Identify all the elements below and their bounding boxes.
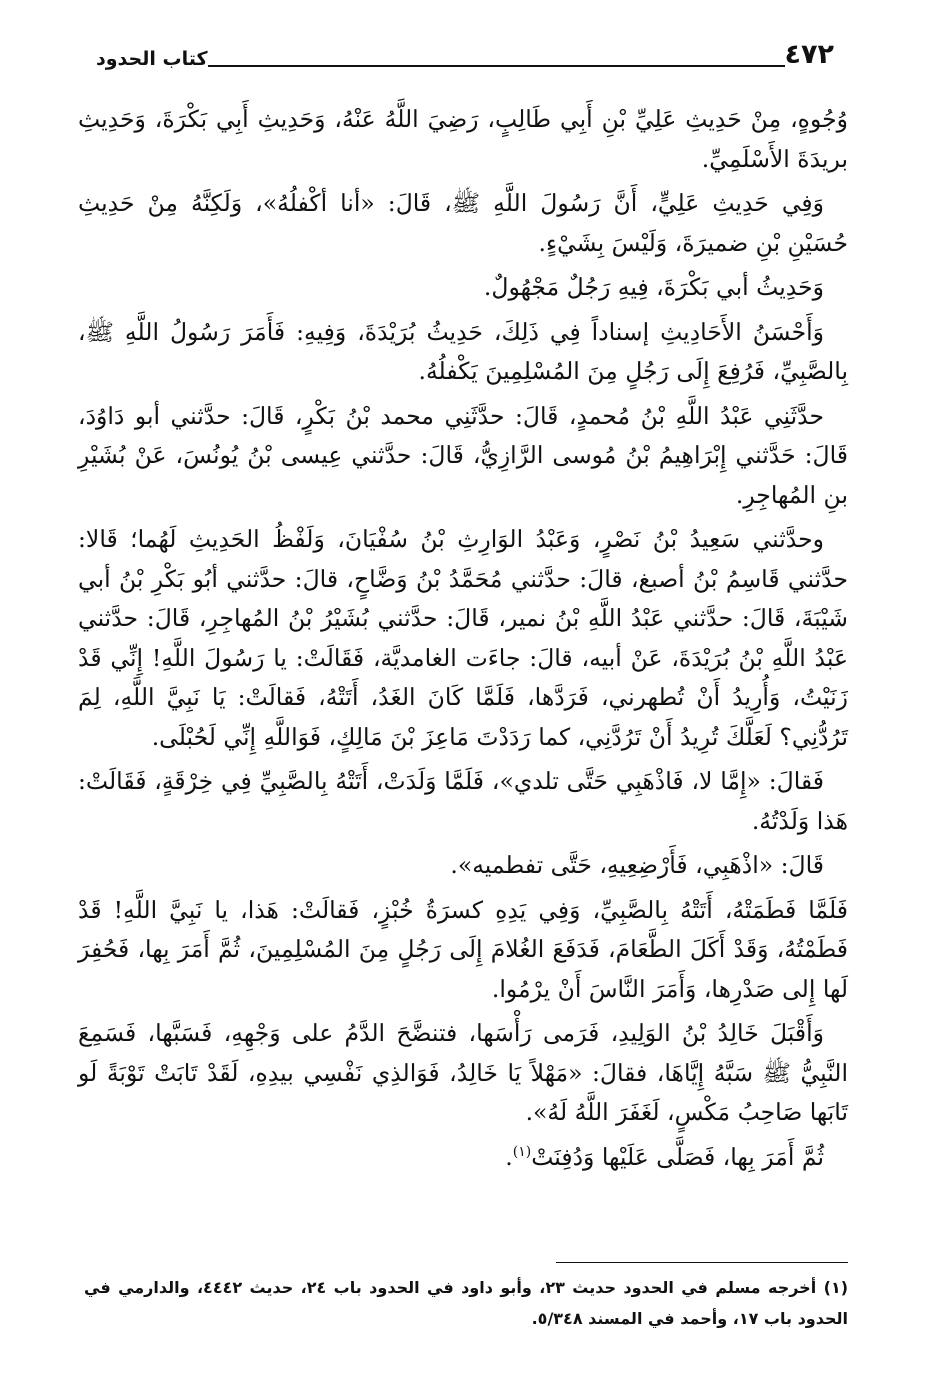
paragraph: وحدَّثني سَعِيدُ بْنُ نَصْرٍ، وَعَبْدُ الوَارِثِ بْنُ سُفْيَانَ، وَلَفْظُ الحَدِيثِ لَهُما؛ قَالا: حدَّثني قَاسِمُ بْنُ أصبغ، قالَ: حدَّثني مُحَمَّدُ بْنُ وَضَّاحٍ، قالَ: حدَّثني أبُو بَكْرِ بْنُ أبي شَيْبَةَ، قَالَ: حدَّثني عَبْدُ اللَّهِ بْنُ نمير، قَالَ: حدَّثني بُشَيْرُ بْنُ المُهاجِرِ، قَالَ: حدَّثني عَبْدُ اللَّهِ بْنُ بُرَيْدَةَ، عَنْ أبيه، قالَ: جاءَت الغامديَّة، فَقَالَتْ: يا رَسُولَ اللَّهِ! إِنِّي قَدْ زَنَيْتُ، وَأُرِيدُ أَنْ تُطهرني، فَرَدَّها، فَلَمَّا كَانَ الغَدُ، أَتَتْهُ، فَقالَتْ: يَا نَبِيَّ اللَّهِ، لِمَ تَرُدُّنِي؟ لَعَلَّكَ تُرِيدُ أَنْ تَرُدَّنِي، كما رَدَدْتَ مَاعِزَ بْنَ مَالِكٍ، فَوَاللَّهِ إِنِّي لَحُبْلَى. [78,525,848,751]
paragraph-end: . [505,1142,513,1171]
paragraph: وَأَقْبَلَ خَالِدُ بْنُ الوَلِيدِ، فَرَمى رَأْسَها، فتنضَّحَ الدَّمُ على وَجْهِهِ، فَسَبَّها، فَسَمِعَ النَّبِيُّ ﷺ سَبَّهُ إِيَّاهَا، فقالَ: «مَهْلاً يَا خَالِدُ، فَوَالذِي نَفْسِي بيدِهِ، لَقَدْ تَابَتْ تَوْبَةً لَو تَابَها صَاحِبُ مَكْسٍ، لَغَفَرَ اللَّهُ لَهُ». [78,1019,848,1126]
footnote: (١) أخرجه مسلم في الحدود حديث ٢٣، وأبو داود في الحدود باب ٢٤، حديث ٤٤٤٢، والدارمي في الحدود باب ١٧، وأحمد في المسند ٥/٣٤٨. [84,1278,849,1328]
header-rule [208,65,785,67]
paragraph: وَحَدِيثُ أبي بَكْرَةَ، فِيهِ رَجُلٌ مَجْهُولٌ. [483,273,824,301]
running-title: كتاب الحدود [96,48,208,70]
footnote-separator [556,1262,848,1263]
page-header [88,34,842,72]
paragraph: حدَّثَنِي عَبْدُ اللَّهِ بْنُ مُحمدٍ، قَالَ: حدَّثَنِي محمد بْنُ بَكْرٍ، قَالَ: حدَّثني أبو دَاوُدَ، قَالَ: حَدَّثني إِبْرَاهِيمُ بْنُ مُوسى الرَّازِيُّ، قَالَ: حدَّثني عِيسى بْنُ يُونُسَ، عَنْ بُشَيْرِ بنِ المُهاجِرِ. [78,401,848,509]
main-text [78,100,848,1177]
paragraph: وَفِي حَدِيثِ عَلِيٍّ، أَنَّ رَسُولَ اللَّهِ ﷺ، قَالَ: «أنا أكْفلُهُ»، وَلَكِنَّهُ مِنْ حَدِيثِ حُسَيْنِ بْنِ ضميرَةَ، وَلَيْسَ بِشَيْءٍ. [78,189,848,257]
page-number: ٤٧٢ [784,39,834,70]
paragraph: وَأَحْسَنُ الأَحَادِيثِ إسناداً فِي ذَلِكَ، حَدِيثُ بُرَيْدَةَ، وَفِيهِ: فَأَمَرَ رَسُولُ اللَّهِ ﷺ، بِالصَّبِيِّ، فَرُفِعَ إِلَى رَجُلٍ مِنَ المُسْلِمِينَ يَكْفلُهُ. [78,317,848,385]
last-paragraph [78,1138,848,1178]
paragraph: قَالَ: «اذْهَبِي، فَأَرْضِعِيهِ، حَتَّى تفطميه». [450,851,824,879]
paragraph: فَقالَ: «إِمَّا لا، فَاذْهَبِي حَتَّى تلدي»، فَلَمَّا وَلَدَتْ، أَتَتْهُ بِالصَّبِيِّ فِي خِرْقَةٍ، فَقَالَتْ: هَذا وَلَدْتُهُ. [78,767,848,835]
footnote-reference: (١) [512,1143,532,1160]
paragraph: وُجُوهٍ، مِنْ حَدِيثِ عَلِيِّ بْنِ أَبِي طَالِبٍ، رَضِيَ اللَّهُ عَنْهُ، وَحَدِيثِ أَبِي بَكْرَةَ، وَحَدِيثِ بريدَةَ الأَسْلَمِيِّ. [78,105,848,173]
paragraph-text: ثُمَّ أَمَرَ بِها، فَصَلَّى عَلَيْها وَدُفِنَتْ [531,1142,824,1171]
paragraph: فَلَمَّا فَطَمَتْهُ، أَتَتْهُ بِالصَّبِيِّ، وَفِي يَدِهِ كسرَةُ خُبْزٍ، فَقالَتْ: هَذا، يا نَبِيَّ اللَّهِ! قَدْ فَطَمْتُهُ، وَقَدْ أَكَلَ الطَّعَامَ، فَدَفَعَ الغُلامَ إِلَى رَجُلٍ مِنَ المُسْلِمِينَ، ثُمَّ أَمَرَ بِها، فَحُفِرَ لَها إِلى صَدْرِها، وَأَمَرَ النَّاسَ أَنْ يرْمُوا. [78,895,848,1003]
footnotes [84,1272,848,1334]
